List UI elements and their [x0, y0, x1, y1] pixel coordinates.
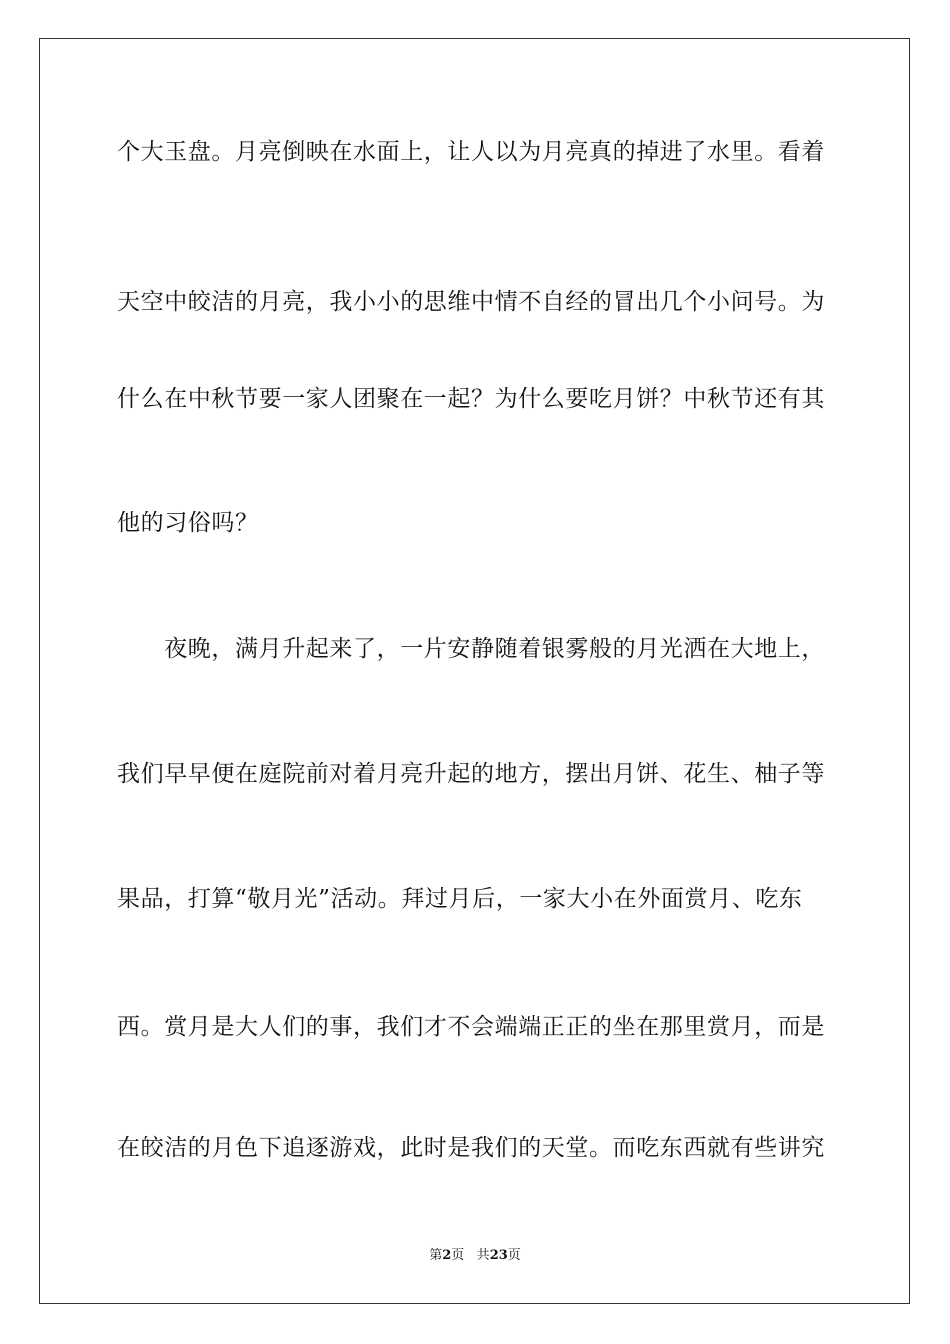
- page-number: 2: [442, 1248, 452, 1263]
- paragraph-line: 什么在中秋节要一家人团聚在一起？为什么要吃月饼？中秋节还有其: [117, 386, 825, 412]
- paragraph-line: 我们早早便在庭院前对着月亮升起的地方，摆出月饼、花生、柚子等: [117, 761, 825, 787]
- paragraph-line: 西。赏月是大人们的事，我们才不会端端正正的坐在那里赏月，而是: [117, 1014, 825, 1040]
- page-label-prefix: 第: [429, 1248, 443, 1263]
- page-footer: [0, 1247, 950, 1265]
- paragraph-line: 果品，打算“敬月光”活动。拜过月后，一家大小在外面赏月、吃东: [117, 886, 803, 912]
- paragraph-line: 个大玉盘。月亮倒映在水面上，让人以为月亮真的掉进了水里。看着: [117, 139, 825, 165]
- paragraph-line: 夜晚，满月升起来了，一片安静随着银雾般的月光洒在大地上，: [117, 636, 825, 662]
- paragraph-line: 在皎洁的月色下追逐游戏，此时是我们的天堂。而吃东西就有些讲究: [117, 1135, 825, 1161]
- total-pages: 23: [489, 1248, 508, 1263]
- total-label-prefix: 共: [476, 1248, 490, 1263]
- total-label-suffix: 页: [507, 1248, 521, 1263]
- paragraph-line: 天空中皎洁的月亮，我小小的思维中情不自经的冒出几个小问号。为: [117, 289, 825, 315]
- page-label-suffix: 页: [451, 1248, 465, 1263]
- paragraph-line: 他的习俗吗？: [117, 510, 259, 536]
- page-border: [39, 38, 910, 1304]
